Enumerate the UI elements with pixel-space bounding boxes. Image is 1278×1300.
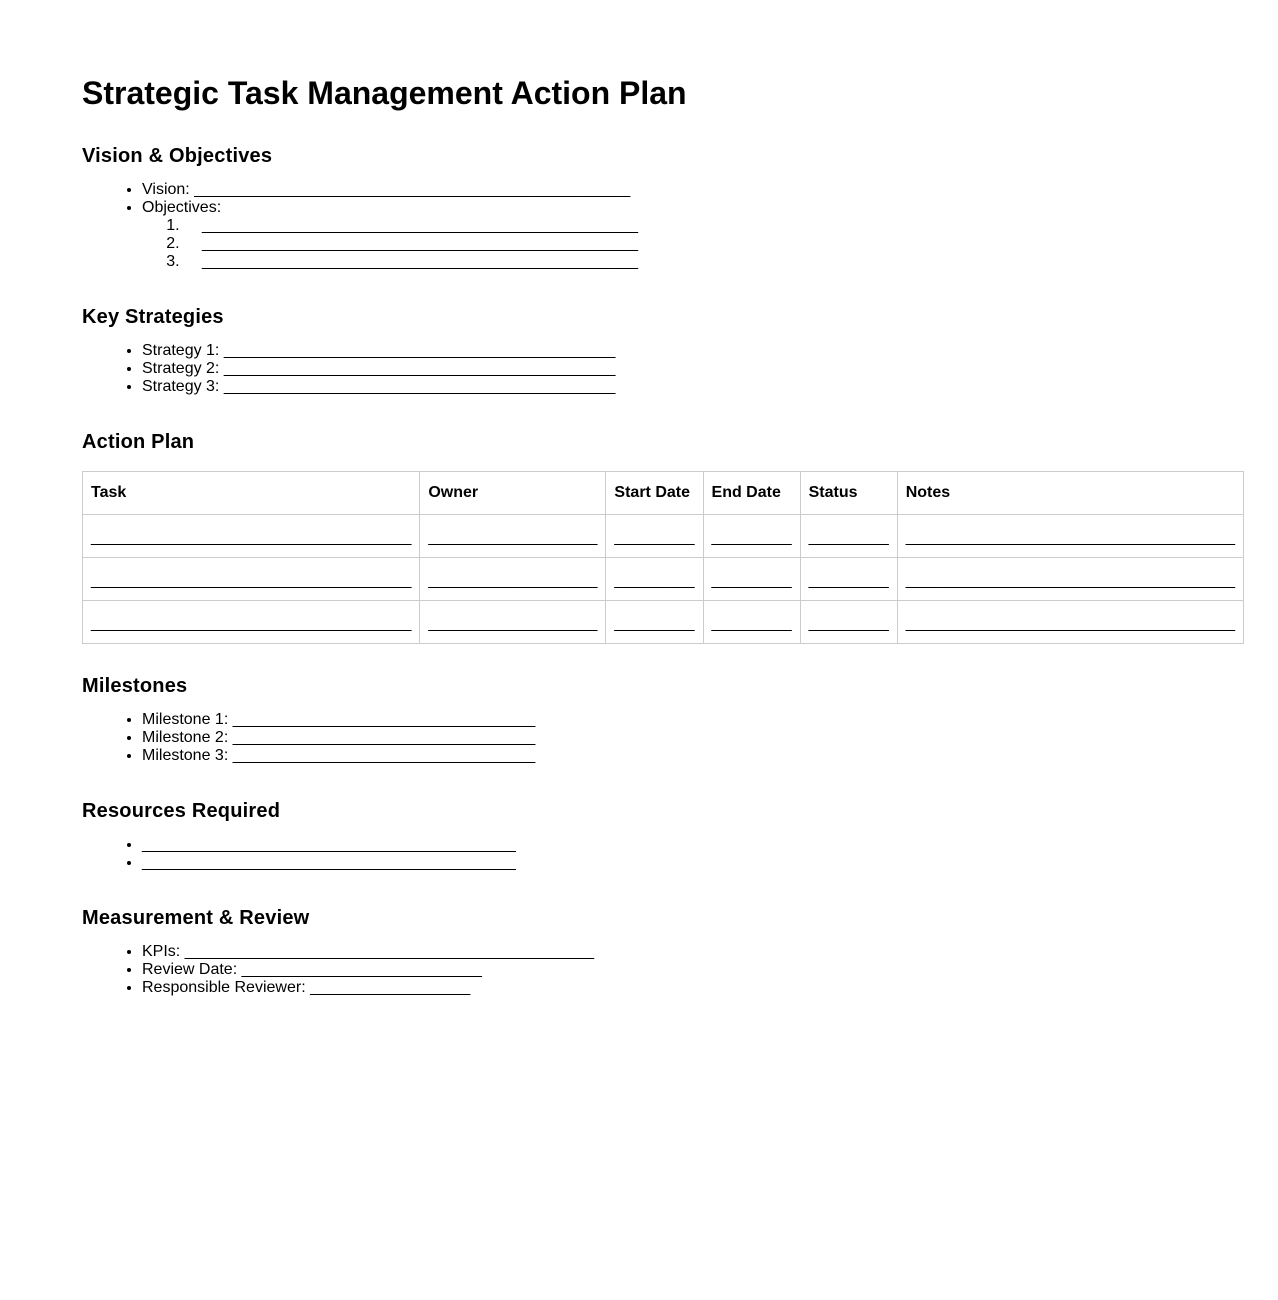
end-date-blank-field[interactable]: _________ bbox=[711, 529, 792, 546]
strategy-label: Strategy 1: bbox=[142, 342, 224, 359]
section-measurement-review bbox=[82, 906, 1244, 997]
section-heading-vision-objectives: Vision & Objectives bbox=[82, 145, 273, 167]
table-row bbox=[83, 515, 1244, 558]
resources-list bbox=[82, 836, 1244, 872]
strategy-label: Strategy 2: bbox=[142, 360, 224, 377]
column-header-status: Status bbox=[800, 472, 897, 515]
resource-item bbox=[142, 854, 1244, 872]
section-milestones bbox=[82, 674, 1244, 765]
vision-blank-field[interactable]: _________________________________________________ bbox=[194, 181, 631, 198]
milestone-item bbox=[142, 747, 1244, 765]
status-cell[interactable] bbox=[800, 601, 897, 644]
task-blank-field[interactable]: ____________________________________ bbox=[91, 615, 412, 632]
objectives-list bbox=[142, 217, 1244, 271]
owner-blank-field[interactable]: ___________________ bbox=[428, 615, 598, 632]
milestone-blank-field[interactable]: __________________________________ bbox=[232, 711, 536, 728]
milestones-list bbox=[82, 711, 1244, 765]
section-resources-required bbox=[82, 799, 1244, 872]
vision-item bbox=[142, 181, 1244, 199]
objective-blank-field[interactable]: _________________________________________________ bbox=[202, 253, 639, 270]
section-key-strategies bbox=[82, 305, 1244, 396]
resource-blank-field[interactable]: __________________________________________ bbox=[142, 854, 516, 871]
owner-blank-field[interactable]: ___________________ bbox=[428, 529, 598, 546]
start-date-blank-field[interactable]: _________ bbox=[614, 572, 695, 589]
section-vision-objectives bbox=[82, 144, 1244, 271]
task-cell[interactable] bbox=[83, 558, 420, 601]
responsible-reviewer-blank-field[interactable]: __________________ bbox=[310, 979, 471, 996]
milestone-blank-field[interactable]: __________________________________ bbox=[232, 729, 536, 746]
strategy-item bbox=[142, 360, 1244, 378]
milestone-item bbox=[142, 729, 1244, 747]
status-blank-field[interactable]: _________ bbox=[808, 529, 889, 546]
notes-blank-field[interactable]: _____________________________________ bbox=[905, 615, 1235, 632]
notes-cell[interactable] bbox=[897, 558, 1243, 601]
review-date-item bbox=[142, 961, 1244, 979]
section-heading-measurement-review: Measurement & Review bbox=[82, 907, 310, 929]
review-date-blank-field[interactable]: ___________________________ bbox=[241, 961, 482, 978]
objectives-label: Objectives: bbox=[142, 199, 222, 216]
milestone-item bbox=[142, 711, 1244, 729]
column-header-task: Task bbox=[83, 472, 420, 515]
action-plan-table bbox=[82, 471, 1244, 644]
table-header-row bbox=[83, 472, 1244, 515]
section-action-plan bbox=[82, 430, 1244, 644]
task-blank-field[interactable]: ____________________________________ bbox=[91, 529, 412, 546]
milestone-label: Milestone 1: bbox=[142, 711, 233, 728]
objective-blank-field[interactable]: _________________________________________________ bbox=[202, 217, 639, 234]
end-date-cell[interactable] bbox=[703, 558, 800, 601]
status-blank-field[interactable]: _________ bbox=[808, 572, 889, 589]
page-title: Strategic Task Management Action Plan bbox=[82, 75, 687, 111]
owner-cell[interactable] bbox=[420, 558, 606, 601]
kpis-item bbox=[142, 943, 1244, 961]
strategy-item bbox=[142, 378, 1244, 396]
section-heading-action-plan: Action Plan bbox=[82, 431, 195, 453]
objective-blank-field[interactable]: _________________________________________________ bbox=[202, 235, 639, 252]
start-date-cell[interactable] bbox=[606, 558, 703, 601]
strategies-list bbox=[82, 342, 1244, 396]
table-row bbox=[83, 558, 1244, 601]
task-blank-field[interactable]: ____________________________________ bbox=[91, 572, 412, 589]
owner-cell[interactable] bbox=[420, 515, 606, 558]
resource-blank-field[interactable]: __________________________________________ bbox=[142, 836, 516, 853]
resource-item bbox=[142, 836, 1244, 854]
end-date-cell[interactable] bbox=[703, 515, 800, 558]
section-heading-key-strategies: Key Strategies bbox=[82, 306, 224, 328]
notes-cell[interactable] bbox=[897, 601, 1243, 644]
objectives-item bbox=[142, 199, 1244, 271]
objective-item bbox=[184, 217, 1244, 235]
vision-label: Vision: bbox=[142, 181, 195, 198]
section-heading-resources: Resources Required bbox=[82, 800, 281, 822]
strategy-blank-field[interactable]: ____________________________________________ bbox=[223, 342, 616, 359]
section-heading-milestones: Milestones bbox=[82, 675, 188, 697]
column-header-owner: Owner bbox=[420, 472, 606, 515]
notes-blank-field[interactable]: _____________________________________ bbox=[905, 529, 1235, 546]
strategy-label: Strategy 3: bbox=[142, 378, 224, 395]
column-header-end-date: End Date bbox=[703, 472, 800, 515]
start-date-blank-field[interactable]: _________ bbox=[614, 615, 695, 632]
notes-cell[interactable] bbox=[897, 515, 1243, 558]
milestone-blank-field[interactable]: __________________________________ bbox=[232, 747, 536, 764]
notes-blank-field[interactable]: _____________________________________ bbox=[905, 572, 1235, 589]
strategy-item bbox=[142, 342, 1244, 360]
owner-cell[interactable] bbox=[420, 601, 606, 644]
task-cell[interactable] bbox=[83, 601, 420, 644]
review-date-label: Review Date: bbox=[142, 961, 242, 978]
kpis-blank-field[interactable]: ______________________________________________ bbox=[184, 943, 595, 960]
start-date-cell[interactable] bbox=[606, 515, 703, 558]
strategy-blank-field[interactable]: ____________________________________________ bbox=[223, 378, 616, 395]
measurement-list bbox=[82, 943, 1244, 997]
responsible-reviewer-item bbox=[142, 979, 1244, 997]
start-date-cell[interactable] bbox=[606, 601, 703, 644]
vision-objectives-list bbox=[82, 181, 1244, 271]
status-cell[interactable] bbox=[800, 515, 897, 558]
end-date-blank-field[interactable]: _________ bbox=[711, 572, 792, 589]
table-row bbox=[83, 601, 1244, 644]
end-date-blank-field[interactable]: _________ bbox=[711, 615, 792, 632]
objective-item bbox=[184, 235, 1244, 253]
task-cell[interactable] bbox=[83, 515, 420, 558]
objective-item bbox=[184, 253, 1244, 271]
kpis-label: KPIs: bbox=[142, 943, 185, 960]
column-header-notes: Notes bbox=[897, 472, 1243, 515]
status-blank-field[interactable]: _________ bbox=[808, 615, 889, 632]
start-date-blank-field[interactable]: _________ bbox=[614, 529, 695, 546]
end-date-cell[interactable] bbox=[703, 601, 800, 644]
milestone-label: Milestone 2: bbox=[142, 729, 233, 746]
status-cell[interactable] bbox=[800, 558, 897, 601]
column-header-start-date: Start Date bbox=[606, 472, 703, 515]
strategy-blank-field[interactable]: ____________________________________________ bbox=[223, 360, 616, 377]
responsible-reviewer-label: Responsible Reviewer: bbox=[142, 979, 311, 996]
milestone-label: Milestone 3: bbox=[142, 747, 233, 764]
owner-blank-field[interactable]: ___________________ bbox=[428, 572, 598, 589]
